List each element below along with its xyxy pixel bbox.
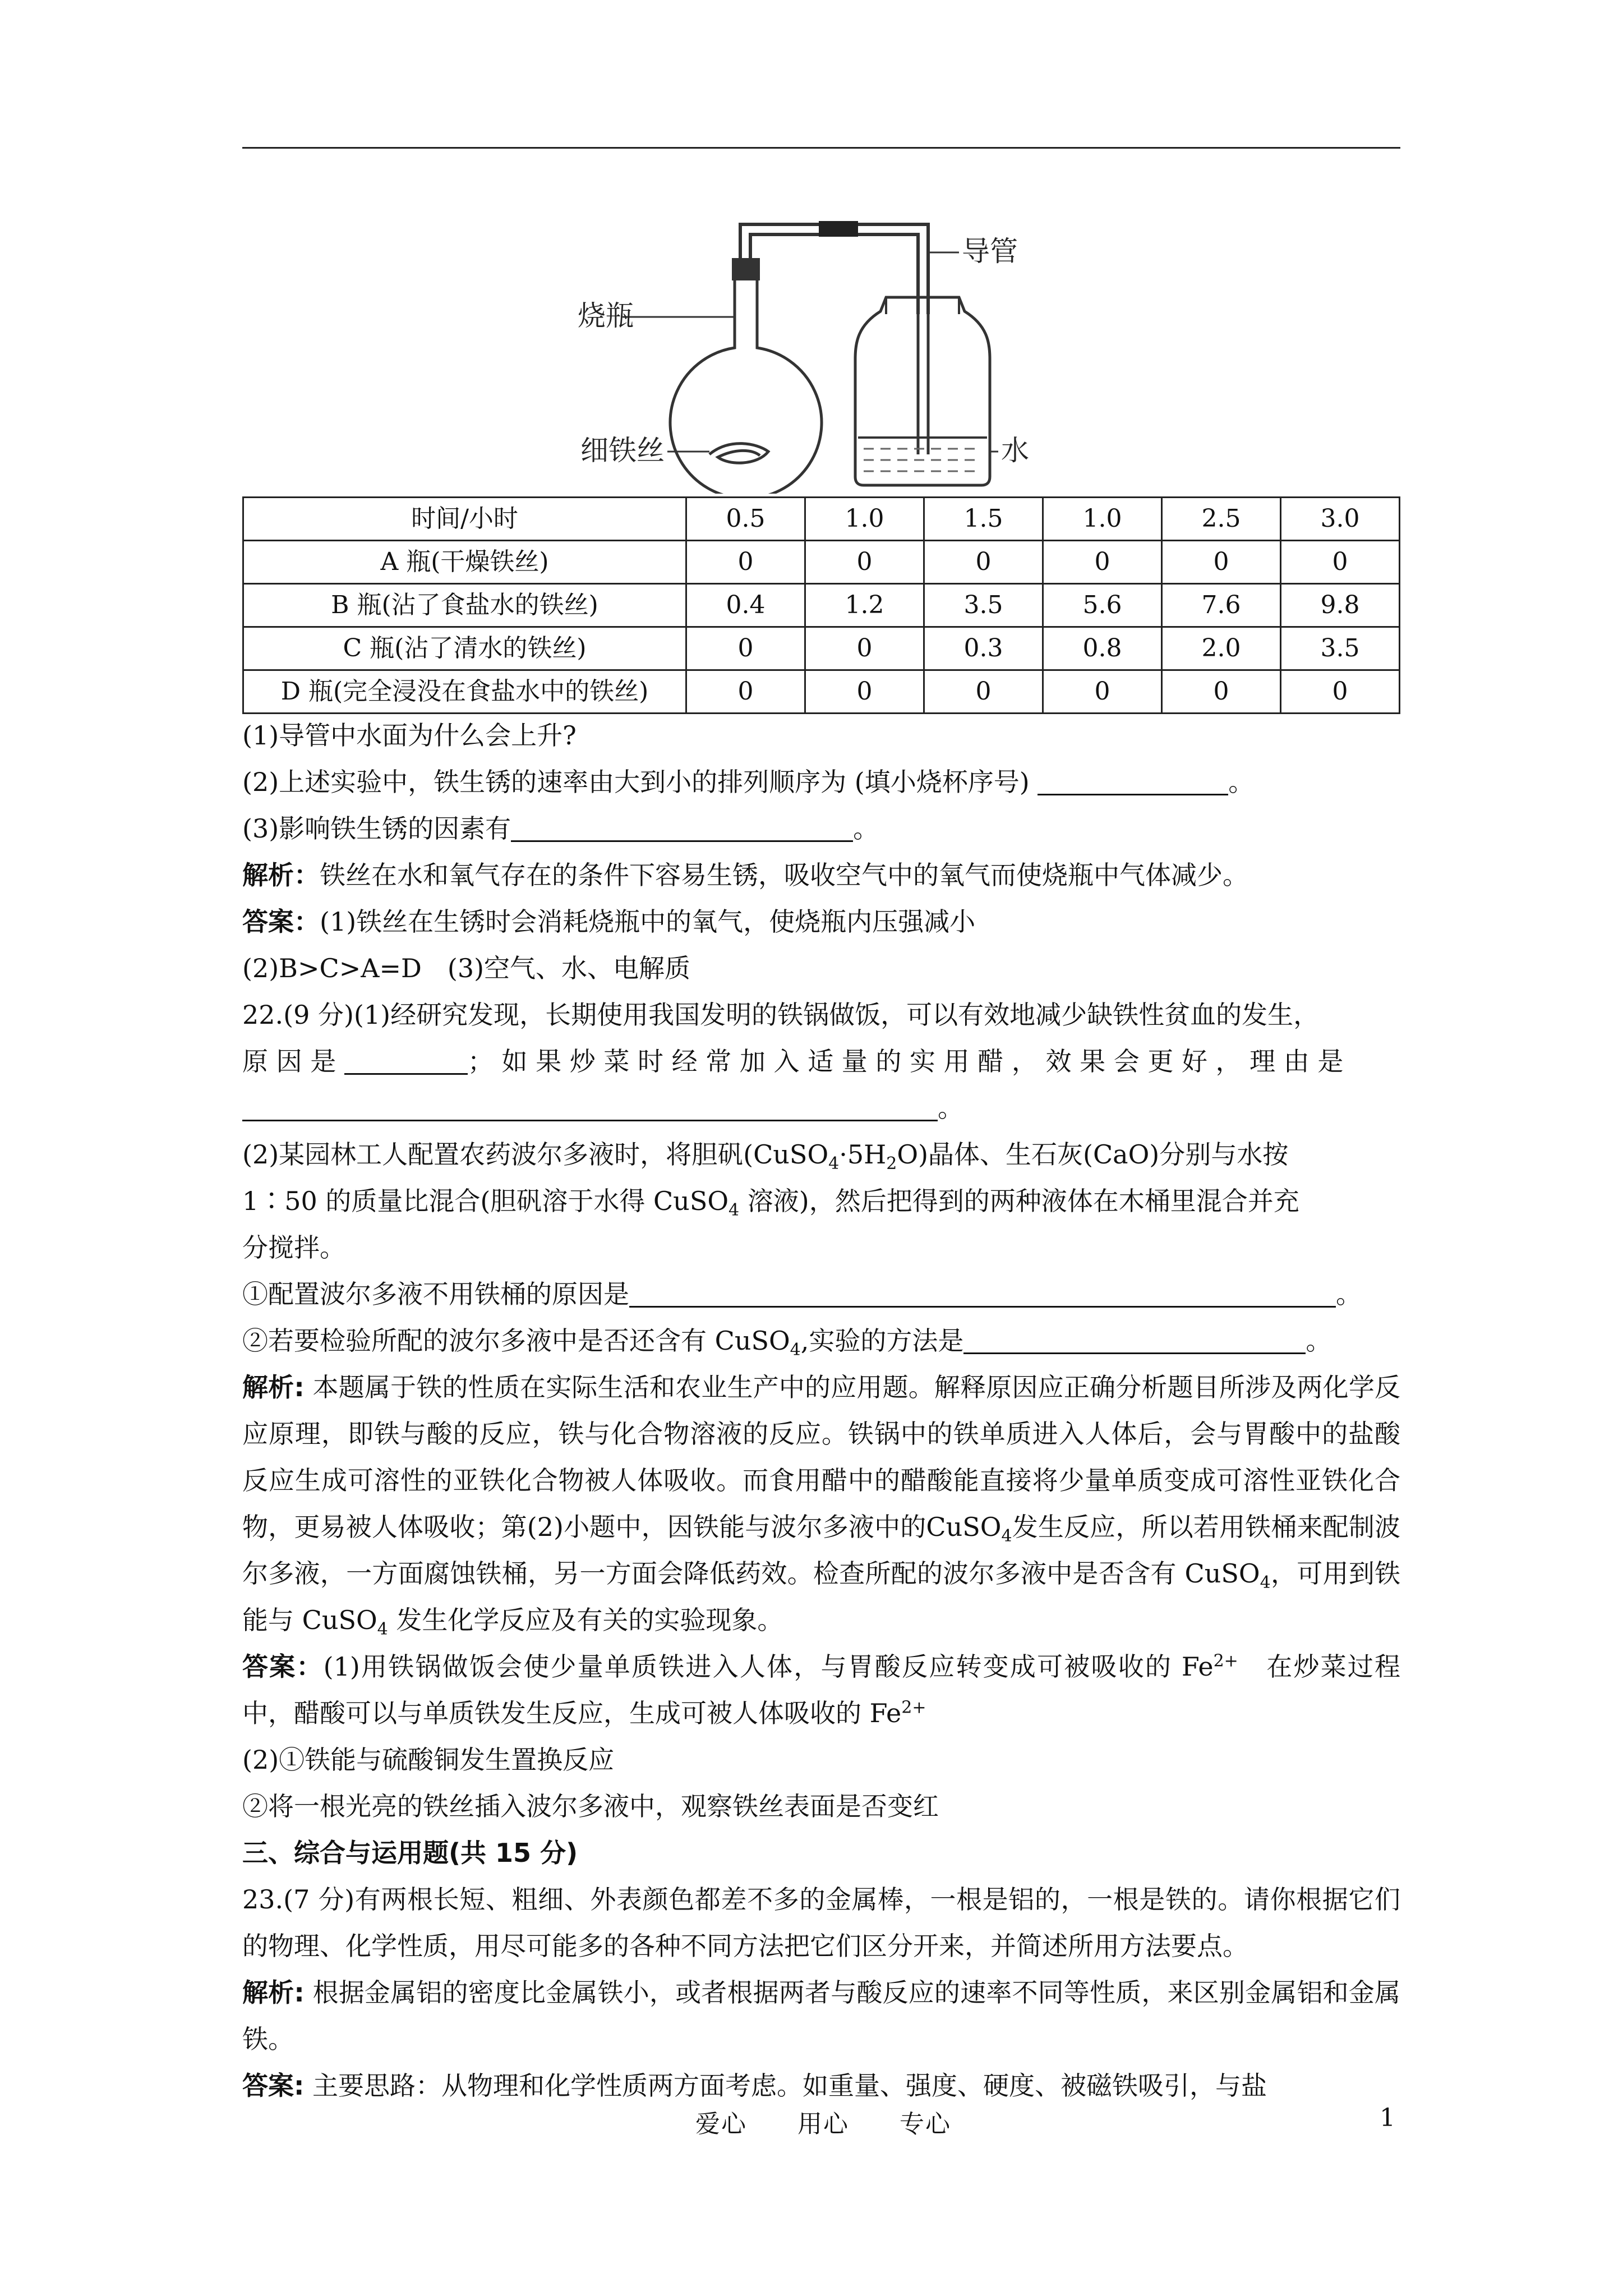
footer-word: 专心 (900, 2110, 951, 2138)
text-span: 本题属于铁的性质在实际生活和农业生产中的应用题。解释原因应正确分析题目所涉及两化学反应原理，即铁与酸的反应，铁与化合物溶液的反应。铁锅中的铁单质进入人体后，会与胃酸中的盐酸反应生成可溶性的亚铁化合物被人体吸收。而食用醋中的醋酸能直接将少量单质变成可溶性亚铁化合物，更易被人体吸收；第(2)小题中，因铁能与波尔多液中的CuSO (242, 1372, 1400, 1542)
table-cell: 0 (686, 541, 805, 584)
footer-motto (695, 2104, 1002, 2139)
table-row (243, 627, 1400, 670)
q22-answer-3: ②将一根光亮的铁丝插入波尔多液中，观察铁丝表面是否变红 (242, 1791, 939, 1821)
document-body (242, 712, 1400, 2109)
table-cell: 0 (1043, 541, 1162, 584)
answer-blank (629, 1279, 1336, 1308)
text-span: 根据金属铝的密度比金属铁小，或者根据两者与酸反应的速率不同等性质，来区别金属铝和金属铁。 (242, 1977, 1400, 2054)
q22-line2 (242, 1038, 1400, 1085)
q22-part2-line1 (242, 1131, 1400, 1178)
answer-text: (1)铁丝在生锈时会消耗烧瓶中的氧气，使烧瓶内压强减小 (320, 907, 976, 937)
table-header-row (243, 498, 1400, 541)
text-span: (1)用铁锅做饭会使少量单质铁进入人体，与胃酸反应转变成可被吸收的 Fe (323, 1651, 1214, 1682)
table-cell: 0 (1162, 670, 1281, 714)
table-cell: 3.5 (924, 584, 1043, 627)
table-cell: 3.5 (1281, 627, 1400, 670)
q21-sub2-text: (2)上述实验中，铁生锈的速率由大到小的排列顺序为 (填小烧杯序号) (242, 767, 1038, 797)
label-water: 水 (1001, 434, 1029, 467)
q22-sub2 (242, 1318, 1400, 1364)
q22-part2-line3: 分搅拌。 (242, 1232, 345, 1263)
header-rule (242, 147, 1400, 149)
table-cell: 0 (1043, 670, 1162, 714)
q22-analysis (242, 1364, 1400, 1644)
q22-line2b: ； 如 果 炒 菜 时 经 常 加 入 适 量 的 实 用 醋 ， 效 果 会 更 好 ， 理 由 是 (467, 1046, 1344, 1076)
table-cell: 时间/小时 (243, 498, 686, 541)
table-cell: 0 (805, 670, 924, 714)
text-span: 。 (1306, 1326, 1332, 1356)
table-cell: 0.8 (1043, 627, 1162, 670)
q23-analysis (242, 1970, 1400, 2063)
text-span: ②若要检验所配的波尔多液中是否还含有 CuSO (242, 1326, 790, 1356)
text-span: O)晶体、生石灰(CaO)分别与水按 (897, 1139, 1289, 1170)
analysis-text: 铁丝在水和氧气存在的条件下容易生锈，吸收空气中的氧气而使烧瓶中气体减少。 (320, 860, 1248, 890)
answer-label: 答案： (242, 907, 320, 937)
table-cell: 0 (686, 670, 805, 714)
subscript: 4 (728, 1200, 740, 1221)
table-cell: 7.6 (1162, 584, 1281, 627)
answer-label: 答案： (242, 1651, 324, 1682)
table-cell: C 瓶(沾了清水的铁丝) (243, 627, 686, 670)
table-cell: 0.5 (686, 498, 805, 541)
page-number: 1 (1380, 2104, 1395, 2132)
rust-data-table (242, 496, 1400, 714)
table-cell: 1.2 (805, 584, 924, 627)
table-cell: 3.0 (1281, 498, 1400, 541)
table-cell: 2.0 (1162, 627, 1281, 670)
text-span: ·5H (839, 1139, 887, 1170)
table-row (243, 584, 1400, 627)
answer-blank (1038, 767, 1228, 795)
label-wire: 细铁丝 (580, 434, 665, 467)
text-span: 主要思路：从物理和化学性质两方面考虑。如重量、强度、硬度、被磁铁吸引，与盐 (304, 2070, 1267, 2101)
subscript: 4 (790, 1340, 801, 1360)
q22-answer (242, 1644, 1400, 1737)
text-span: ①配置波尔多液不用铁桶的原因是 (242, 1279, 629, 1309)
q21-answer (242, 899, 1400, 945)
table-cell: 0 (1281, 670, 1400, 714)
subscript: 2 (886, 1154, 897, 1174)
table-cell: 1.5 (924, 498, 1043, 541)
q22-line1: 22.(9 分)(1)经研究发现，长期使用我国发明的铁锅做饭，可以有效地减少缺铁性贫血的发生， (242, 1000, 1320, 1030)
table-cell: 0 (686, 627, 805, 670)
superscript: 2+ (901, 1697, 926, 1718)
table-cell: 0 (805, 541, 924, 584)
analysis-label: 解析： (242, 860, 320, 890)
text-span: ,实验的方法是 (800, 1326, 964, 1356)
q22-line3-end: 。 (938, 1093, 963, 1123)
q23-answer (242, 2063, 1400, 2109)
label-flask: 烧瓶 (578, 300, 634, 332)
table-cell: 9.8 (1281, 584, 1400, 627)
footer-word: 用心 (797, 2110, 849, 2138)
q21-answer-2: (2)B>C>A=D (3)空气、水、电解质 (242, 953, 691, 983)
text-span: 发生化学反应及有关的实验现象。 (388, 1605, 783, 1635)
subscript: 4 (1001, 1526, 1012, 1547)
text-span: 溶液)，然后把得到的两种液体在木桶里混合并充 (739, 1186, 1299, 1216)
subscript: 4 (377, 1619, 388, 1640)
q21-sub3-end: 。 (853, 813, 879, 844)
table-cell: B 瓶(沾了食盐水的铁丝) (243, 584, 686, 627)
q21-sub3 (242, 806, 1400, 852)
q22-part2-line2 (242, 1178, 1400, 1225)
table-cell: D 瓶(完全浸没在食盐水中的铁丝) (243, 670, 686, 714)
q22-answer-2: (2)①铁能与硫酸铜发生置换反应 (242, 1745, 615, 1775)
table-cell: 0.4 (686, 584, 805, 627)
text-span: (2)某园林工人配置农药波尔多液时，将胆矾(CuSO (242, 1139, 829, 1170)
label-tube: 导管 (962, 235, 1018, 268)
answer-label: 答案: (242, 2070, 305, 2101)
apparatus-diagram (572, 202, 1077, 494)
subscript: 4 (828, 1154, 840, 1174)
q21-sub3-text: (3)影响铁生锈的因素有 (242, 813, 511, 844)
text-span: 。 (1336, 1279, 1362, 1309)
table-cell: 2.5 (1162, 498, 1281, 541)
table-cell: A 瓶(干燥铁丝) (243, 541, 686, 584)
answer-blank (344, 1046, 468, 1075)
analysis-label: 解析: (242, 1977, 305, 2008)
table-cell: 0 (1162, 541, 1281, 584)
text-span: ，可用到铁能与 CuSO (242, 1558, 1401, 1635)
footer-word: 爱心 (695, 2110, 747, 2138)
table-cell: 0 (1281, 541, 1400, 584)
answer-blank (511, 813, 853, 842)
table-cell: 1.0 (805, 498, 924, 541)
text-span: 1∶50 的质量比混合(胆矾溶于水得 CuSO (242, 1186, 729, 1216)
q23-text: 23.(7 分)有两根长短、粗细、外表颜色都差不多的金属棒，一根是铝的，一根是铁的。请你根据它们的物理、化学性质，用尽可能多的各种不同方法把它们区分开来，并简述所用方法要点。 (242, 1884, 1400, 1961)
text-span: 在炒菜过程中，醋酸可以与单质铁发生反应，生成可被人体吸收的 Fe (242, 1651, 1401, 1728)
table-row (243, 670, 1400, 714)
q22-line2a: 原 因 是 (242, 1046, 344, 1076)
table-row (243, 541, 1400, 584)
q22-line3 (242, 1085, 1400, 1131)
superscript: 2+ (1213, 1651, 1238, 1671)
section-title: 三、综合与运用题(共 15 分) (242, 1838, 578, 1868)
table-cell: 5.6 (1043, 584, 1162, 627)
table-cell: 0 (805, 627, 924, 670)
table-cell: 0.3 (924, 627, 1043, 670)
q21-analysis (242, 852, 1400, 899)
answer-blank (242, 1093, 938, 1121)
analysis-label: 解析: (242, 1372, 305, 1402)
subscript: 4 (1260, 1573, 1271, 1593)
text-span: 发生反应，所以若用铁桶来配制波尔多液，一方面腐蚀铁桶，另一方面会降低药效。检查所配的波尔多液中是否含有 CuSO (242, 1512, 1400, 1589)
q21-sub2 (242, 759, 1400, 806)
q21-sub2-end: 。 (1228, 767, 1255, 797)
table-cell: 0 (924, 541, 1043, 584)
table-cell: 0 (924, 670, 1043, 714)
q21-sub1: (1)导管中水面为什么会上升? (242, 720, 577, 751)
q22-sub1 (242, 1271, 1400, 1318)
table-cell: 1.0 (1043, 498, 1162, 541)
answer-blank (963, 1326, 1306, 1354)
